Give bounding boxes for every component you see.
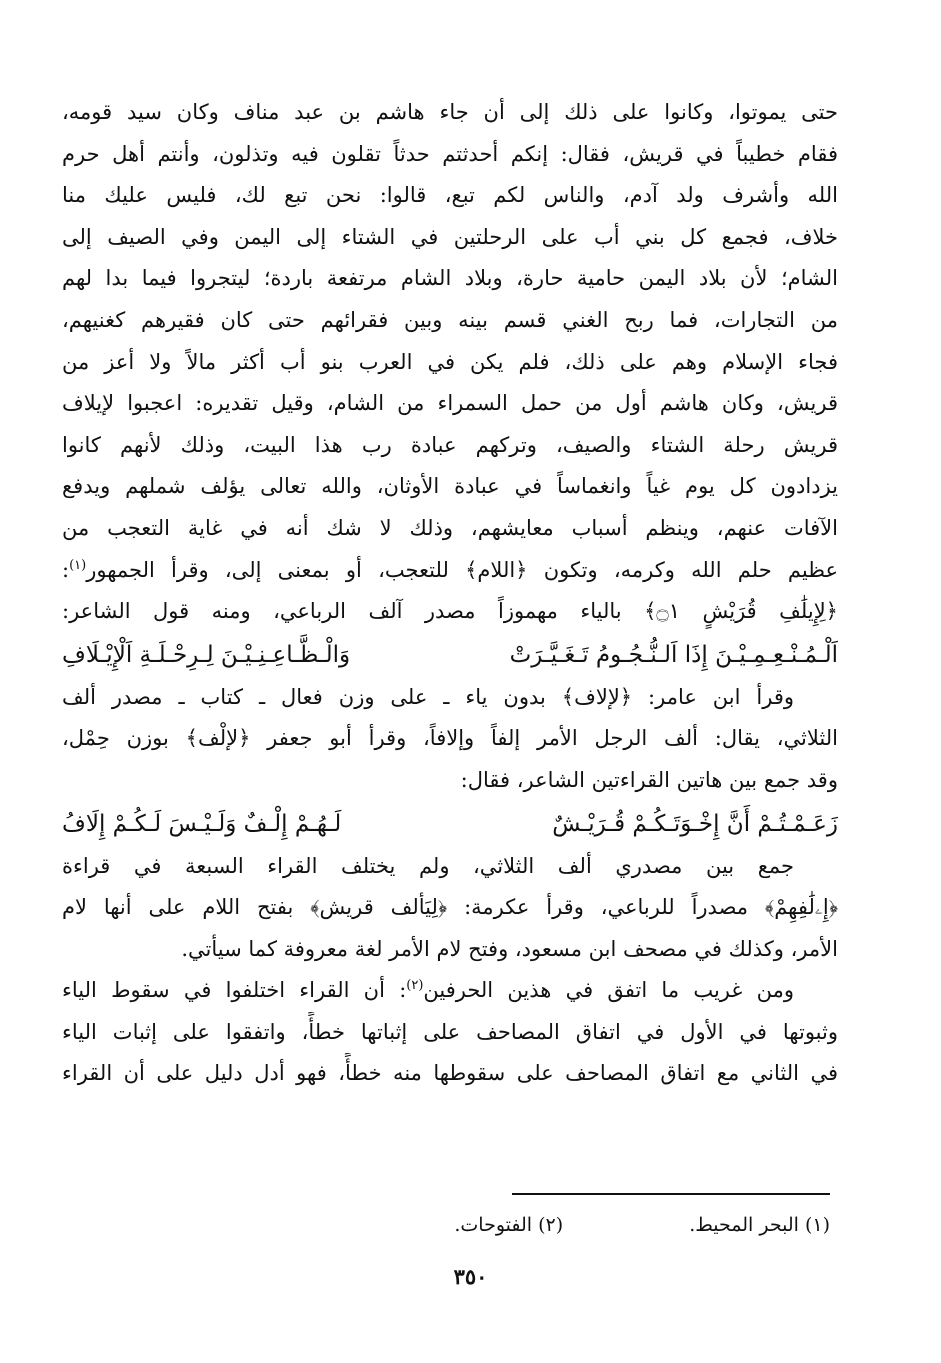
- text-line: يزدادون كل يوم غياً وانغماساً في عبادة الأوثان، والله تعالى يؤلف شملهم ويدفع: [62, 474, 838, 499]
- verse-hemistich-second: وَالْـظَّـاعِـنِـيْـنَ لِـرِحْـلَـةِ اَلْإِيْـلَافِ: [62, 641, 351, 668]
- paragraph-4: [62, 970, 838, 1095]
- text-line: من التجارات، فما ربح الغني قسم بينه وبين فقرائهم حتى كان فقيرهم كغنيهم،: [62, 307, 838, 332]
- text-line: الله وأشرف ولد آدم، والناس لكم تبع، قالوا: نحن تبع لك، فليس عليك منا: [62, 183, 838, 208]
- footnote-1: (١) البحر المحيط.: [689, 1214, 830, 1236]
- poetry-verse: [62, 633, 838, 677]
- text-line-with-footnote: [62, 970, 838, 1012]
- text-line: في الثاني مع اتفاق المصاحف على سقوطها منه خطأً، فهو أدل دليل على أن القراء: [62, 1061, 838, 1086]
- text-line: ﴿لِإِيلَٰفِ قُرَيْشٍ ۝١﴾ بالياء مهموزاً مصدر آلف الرباعي، ومنه قول الشاعر:: [62, 599, 838, 624]
- paragraph-3: [62, 846, 838, 971]
- text-line-with-footnote: [62, 550, 838, 592]
- text-line: الثلاثي، يقال: ألف الرجل الأمر إلفاً وإلافاً، وقرأ أبو جعفر ﴿لإلْف﴾ بوزن حِمْل،: [62, 726, 838, 751]
- footnote-2: (٢) الفتوحات.: [454, 1214, 564, 1236]
- text-line: ﴿إِۦلَٰفِهِمْ﴾ مصدراً للرباعي، وقرأ عكرمة: ﴿لِيَألف قريش﴾ بفتح اللام على أنها لام: [62, 895, 838, 920]
- text-line: الآفات عنهم، وينظم أسباب معايشهم، وذلك لا شك أنه في غاية التعجب من: [62, 515, 838, 540]
- text-line: جمع بين مصدري ألف الثلاثي، ولم يختلف القراء السبعة في قراءة: [62, 853, 794, 878]
- verse-hemistich-second: لَـهُـمْ إِلْـفٌ وَلَـيْـسَ لَـكُـمْ إِلَافُ: [62, 810, 342, 837]
- text-line: فقام خطيباً في قريش، فقال: إنكم أحدثتم حدثاً تقلون فيه وتذلون، وأنتم أهل حرم: [62, 141, 838, 166]
- text-line: حتى يموتوا، وكانوا على ذلك إلى أن جاء هاشم بن عبد مناف وكان سيد قومه،: [62, 100, 838, 124]
- text-line: قريش، وكان هاشم أول من حمل السمراء من الشام، وقيل تقديره: اعجبوا لإيلاف: [62, 391, 838, 416]
- footnote-marker: (٢): [406, 978, 424, 994]
- paragraph-1: [62, 92, 838, 633]
- text-line: وثبوتها في الأول في اتفاق المصاحف على إثباتها خطأً، واتفقوا على إثبات الياء: [62, 1019, 838, 1044]
- text-line: وقد جمع بين هاتين القراءتين الشاعر، فقال:: [460, 767, 838, 792]
- main-text: [62, 92, 838, 1095]
- footnote-marker: (١): [69, 557, 87, 573]
- text-line: فجاء الإسلام وهم على ذلك، فلم يكن في العرب بنو أب أكثر مالاً ولا أعز من: [62, 349, 838, 374]
- text-segment: :: [62, 557, 70, 582]
- verse-hemistich-first: زَعَـمْـتُـمْ أَنَّ إِخْـوَتَـكُـمْ قُـرَيْـشٌ: [552, 810, 838, 837]
- text-line: قريش رحلة الشتاء والصيف، وتركهم عبادة رب هذا البيت، وذلك لأنهم كانوا: [62, 432, 838, 457]
- paragraph-2: [62, 677, 838, 802]
- footnote-separator: [512, 1193, 830, 1195]
- footnotes: [300, 1210, 830, 1240]
- text-segment: عظيم حلم الله وكرمه، وتكون ﴿اللام﴾ للتعجب، أو بمعنى إلى، وقرأ الجمهور: [86, 557, 838, 582]
- text-line: الأمر، وكذلك في مصحف ابن مسعود، وفتح لام الأمر لغة معروفة كما سيأتي.: [181, 936, 838, 961]
- poetry-verse: [62, 802, 838, 846]
- text-line: الشام؛ لأن بلاد اليمن حامية حارة، وبلاد الشام مرتفعة باردة؛ ليتجروا فيما بدا لهم: [62, 266, 838, 291]
- text-line: خلاف، فجمع كل بني أب على الرحلتين في الشتاء إلى اليمن وفي الصيف إلى: [62, 224, 838, 249]
- text-segment: : أن القراء اختلفوا في سقوط الياء: [62, 978, 407, 1003]
- text-segment: ومن غريب ما اتفق في هذين الحرفين: [423, 978, 794, 1003]
- page-number: ٣٥٠: [453, 1264, 488, 1289]
- verse-hemistich-first: اَلْـمُـنْـعِـمِـيْـنَ إِذَا اَلـنُّـجُـومُ تَـغَـيَّـرَتْ: [509, 641, 838, 668]
- text-line: وقرأ ابن عامر: ﴿لإلاف﴾ بدون ياء ـ على وزن فعال ـ كتاب ـ مصدر ألف: [62, 684, 794, 709]
